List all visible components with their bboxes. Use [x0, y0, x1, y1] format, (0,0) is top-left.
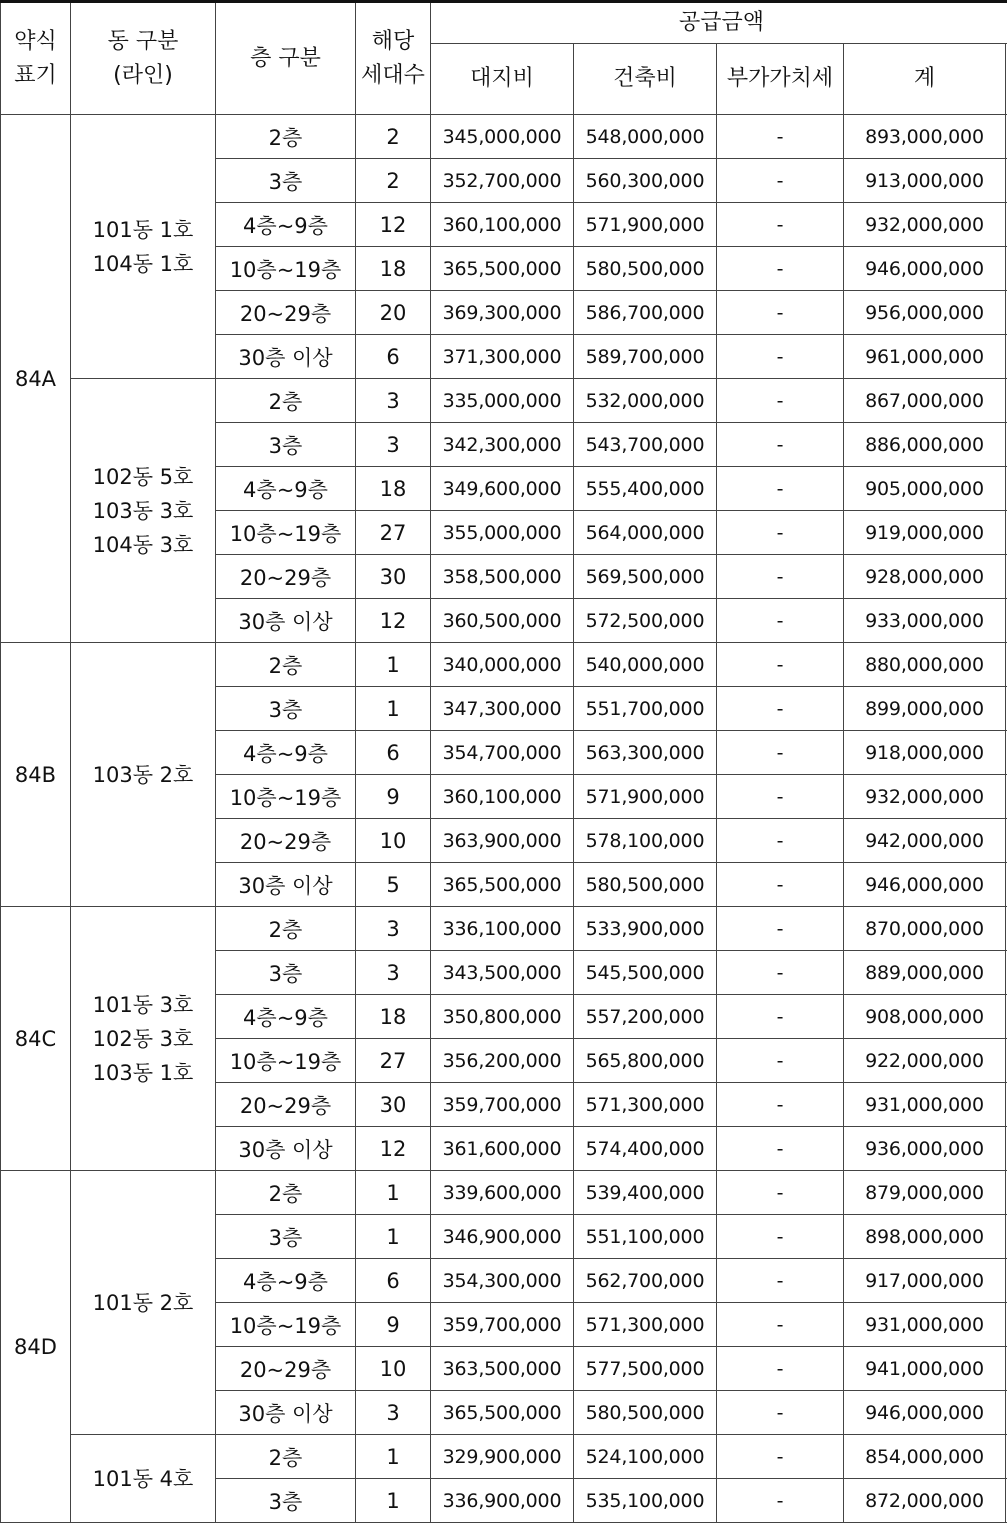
vat-cell: -	[717, 1391, 844, 1435]
land-cell: 352,700,000	[431, 159, 574, 203]
count-cell: 12	[356, 203, 431, 247]
building-cell: 548,000,000	[574, 115, 717, 159]
dong-line-label: 101동 4호	[71, 1462, 215, 1496]
vat-cell: -	[717, 467, 844, 511]
floor-cell: 10층~19층	[216, 1303, 356, 1347]
total-cell: 870,000,000	[844, 907, 1006, 951]
land-cell: 347,300,000	[431, 687, 574, 731]
count-cell: 18	[356, 467, 431, 511]
dong-line-label: 102동 5호	[71, 460, 215, 494]
header-dong-line2: (라인)	[71, 59, 215, 93]
count-cell: 3	[356, 379, 431, 423]
building-cell: 578,100,000	[574, 819, 717, 863]
total-cell: 872,000,000	[844, 1479, 1006, 1523]
vat-cell: -	[717, 291, 844, 335]
floor-cell: 30층 이상	[216, 1391, 356, 1435]
building-cell: 571,900,000	[574, 203, 717, 247]
vat-cell: -	[717, 203, 844, 247]
dong-line-cell	[71, 1171, 216, 1435]
count-cell: 6	[356, 335, 431, 379]
total-cell: 931,000,000	[844, 1083, 1006, 1127]
building-cell: 577,500,000	[574, 1347, 717, 1391]
header-dong	[71, 2, 216, 115]
vat-cell: -	[717, 1171, 844, 1215]
floor-cell: 4층~9층	[216, 995, 356, 1039]
land-cell: 354,300,000	[431, 1259, 574, 1303]
building-cell: 560,300,000	[574, 159, 717, 203]
count-cell: 9	[356, 775, 431, 819]
vat-cell: -	[717, 1127, 844, 1171]
header-count-line2: 세대수	[356, 59, 430, 93]
building-cell: 580,500,000	[574, 863, 717, 907]
dong-line-cell	[71, 379, 216, 643]
floor-cell: 2층	[216, 643, 356, 687]
count-cell: 10	[356, 1347, 431, 1391]
land-cell: 363,500,000	[431, 1347, 574, 1391]
vat-cell: -	[717, 423, 844, 467]
land-cell: 365,500,000	[431, 247, 574, 291]
total-cell: 880,000,000	[844, 643, 1006, 687]
header-code	[1, 2, 71, 115]
land-cell: 361,600,000	[431, 1127, 574, 1171]
land-cell: 359,700,000	[431, 1303, 574, 1347]
total-cell: 917,000,000	[844, 1259, 1006, 1303]
floor-cell: 30층 이상	[216, 1127, 356, 1171]
vat-cell: -	[717, 1083, 844, 1127]
land-cell: 363,900,000	[431, 819, 574, 863]
building-cell: 564,000,000	[574, 511, 717, 555]
total-cell: 928,000,000	[844, 555, 1006, 599]
vat-cell: -	[717, 115, 844, 159]
building-cell: 543,700,000	[574, 423, 717, 467]
land-cell: 360,500,000	[431, 599, 574, 643]
floor-cell: 20~29층	[216, 819, 356, 863]
total-cell: 886,000,000	[844, 423, 1006, 467]
count-cell: 30	[356, 555, 431, 599]
building-cell: 571,300,000	[574, 1303, 717, 1347]
floor-cell: 4층~9층	[216, 203, 356, 247]
building-cell: 571,900,000	[574, 775, 717, 819]
floor-cell: 2층	[216, 1171, 356, 1215]
total-cell: 889,000,000	[844, 951, 1006, 995]
building-cell: 539,400,000	[574, 1171, 717, 1215]
header-floor: 층 구분	[216, 2, 356, 115]
dong-line-label: 101동 3호	[71, 988, 215, 1022]
table-row	[1, 1435, 1007, 1479]
building-cell: 565,800,000	[574, 1039, 717, 1083]
building-cell: 555,400,000	[574, 467, 717, 511]
vat-cell: -	[717, 379, 844, 423]
header-count	[356, 2, 431, 115]
land-cell: 371,300,000	[431, 335, 574, 379]
count-cell: 18	[356, 247, 431, 291]
type-code-cell: 84D	[1, 1171, 71, 1523]
dong-line-cell	[71, 1435, 216, 1523]
land-cell: 346,900,000	[431, 1215, 574, 1259]
floor-cell: 20~29층	[216, 1347, 356, 1391]
vat-cell: -	[717, 1347, 844, 1391]
vat-cell: -	[717, 247, 844, 291]
total-cell: 931,000,000	[844, 1303, 1006, 1347]
land-cell: 345,000,000	[431, 115, 574, 159]
count-cell: 12	[356, 599, 431, 643]
header-total: 계	[844, 44, 1006, 115]
vat-cell: -	[717, 775, 844, 819]
building-cell: 540,000,000	[574, 643, 717, 687]
header-building: 건축비	[574, 44, 717, 115]
total-cell: 946,000,000	[844, 1391, 1006, 1435]
total-cell: 932,000,000	[844, 775, 1006, 819]
building-cell: 551,700,000	[574, 687, 717, 731]
type-code-cell: 84B	[1, 643, 71, 907]
dong-line-label: 103동 2호	[71, 758, 215, 792]
floor-cell: 2층	[216, 115, 356, 159]
total-cell: 854,000,000	[844, 1435, 1006, 1479]
vat-cell: -	[717, 1259, 844, 1303]
building-cell: 562,700,000	[574, 1259, 717, 1303]
total-cell: 898,000,000	[844, 1215, 1006, 1259]
land-cell: 340,000,000	[431, 643, 574, 687]
floor-cell: 3층	[216, 1215, 356, 1259]
land-cell: 359,700,000	[431, 1083, 574, 1127]
total-cell: 956,000,000	[844, 291, 1006, 335]
count-cell: 2	[356, 115, 431, 159]
floor-cell: 30층 이상	[216, 599, 356, 643]
header-vat: 부가가치세	[717, 44, 844, 115]
vat-cell: -	[717, 951, 844, 995]
count-cell: 18	[356, 995, 431, 1039]
header-dong-line1: 동 구분	[71, 25, 215, 59]
total-cell: 933,000,000	[844, 599, 1006, 643]
vat-cell: -	[717, 159, 844, 203]
total-cell: 867,000,000	[844, 379, 1006, 423]
land-cell: 336,900,000	[431, 1479, 574, 1523]
floor-cell: 3층	[216, 951, 356, 995]
vat-cell: -	[717, 1479, 844, 1523]
building-cell: 572,500,000	[574, 599, 717, 643]
count-cell: 10	[356, 819, 431, 863]
count-cell: 30	[356, 1083, 431, 1127]
vat-cell: -	[717, 1435, 844, 1479]
dong-line-label: 104동 3호	[71, 528, 215, 562]
floor-cell: 2층	[216, 379, 356, 423]
floor-cell: 10층~19층	[216, 247, 356, 291]
table-row	[1, 907, 1007, 951]
vat-cell: -	[717, 1039, 844, 1083]
count-cell: 5	[356, 863, 431, 907]
count-cell: 12	[356, 1127, 431, 1171]
floor-cell: 20~29층	[216, 291, 356, 335]
count-cell: 1	[356, 643, 431, 687]
floor-cell: 30층 이상	[216, 863, 356, 907]
floor-cell: 4층~9층	[216, 1259, 356, 1303]
count-cell: 6	[356, 1259, 431, 1303]
vat-cell: -	[717, 1303, 844, 1347]
vat-cell: -	[717, 819, 844, 863]
count-cell: 9	[356, 1303, 431, 1347]
floor-cell: 4층~9층	[216, 731, 356, 775]
dong-line-label: 103동 1호	[71, 1056, 215, 1090]
building-cell: 557,200,000	[574, 995, 717, 1039]
count-cell: 3	[356, 423, 431, 467]
table-body	[1, 115, 1007, 1523]
land-cell: 358,500,000	[431, 555, 574, 599]
dong-line-label: 103동 3호	[71, 494, 215, 528]
land-cell: 360,100,000	[431, 203, 574, 247]
total-cell: 918,000,000	[844, 731, 1006, 775]
total-cell: 941,000,000	[844, 1347, 1006, 1391]
building-cell: 563,300,000	[574, 731, 717, 775]
count-cell: 3	[356, 951, 431, 995]
count-cell: 1	[356, 1479, 431, 1523]
floor-cell: 2층	[216, 1435, 356, 1479]
table-row	[1, 1171, 1007, 1215]
header-code-line2: 표기	[1, 59, 70, 93]
building-cell: 574,400,000	[574, 1127, 717, 1171]
building-cell: 545,500,000	[574, 951, 717, 995]
building-cell: 589,700,000	[574, 335, 717, 379]
count-cell: 6	[356, 731, 431, 775]
land-cell: 342,300,000	[431, 423, 574, 467]
total-cell: 942,000,000	[844, 819, 1006, 863]
total-cell: 961,000,000	[844, 335, 1006, 379]
land-cell: 360,100,000	[431, 775, 574, 819]
count-cell: 1	[356, 1171, 431, 1215]
count-cell: 27	[356, 511, 431, 555]
floor-cell: 3층	[216, 1479, 356, 1523]
count-cell: 2	[356, 159, 431, 203]
table-row	[1, 379, 1007, 423]
building-cell: 586,700,000	[574, 291, 717, 335]
count-cell: 1	[356, 687, 431, 731]
table-row	[1, 115, 1007, 159]
vat-cell: -	[717, 863, 844, 907]
land-cell: 365,500,000	[431, 1391, 574, 1435]
floor-cell: 4층~9층	[216, 467, 356, 511]
total-cell: 893,000,000	[844, 115, 1006, 159]
total-cell: 905,000,000	[844, 467, 1006, 511]
land-cell: 350,800,000	[431, 995, 574, 1039]
total-cell: 946,000,000	[844, 247, 1006, 291]
floor-cell: 3층	[216, 687, 356, 731]
total-cell: 919,000,000	[844, 511, 1006, 555]
land-cell: 339,600,000	[431, 1171, 574, 1215]
building-cell: 571,300,000	[574, 1083, 717, 1127]
total-cell: 946,000,000	[844, 863, 1006, 907]
dong-line-label: 101동 1호	[71, 213, 215, 247]
count-cell: 3	[356, 1391, 431, 1435]
total-cell: 936,000,000	[844, 1127, 1006, 1171]
land-cell: 343,500,000	[431, 951, 574, 995]
vat-cell: -	[717, 555, 844, 599]
building-cell: 580,500,000	[574, 247, 717, 291]
count-cell: 3	[356, 907, 431, 951]
floor-cell: 30층 이상	[216, 335, 356, 379]
total-cell: 932,000,000	[844, 203, 1006, 247]
land-cell: 355,000,000	[431, 511, 574, 555]
type-code-cell: 84C	[1, 907, 71, 1171]
header-supply: 공급금액	[431, 2, 1007, 44]
type-code-cell: 84A	[1, 115, 71, 643]
building-cell: 569,500,000	[574, 555, 717, 599]
total-cell: 908,000,000	[844, 995, 1006, 1039]
building-cell: 551,100,000	[574, 1215, 717, 1259]
table-row	[1, 643, 1007, 687]
count-cell: 1	[356, 1435, 431, 1479]
floor-cell: 3층	[216, 423, 356, 467]
vat-cell: -	[717, 335, 844, 379]
floor-cell: 10층~19층	[216, 1039, 356, 1083]
building-cell: 535,100,000	[574, 1479, 717, 1523]
land-cell: 349,600,000	[431, 467, 574, 511]
dong-line-label: 101동 2호	[71, 1286, 215, 1320]
floor-cell: 10층~19층	[216, 511, 356, 555]
dong-line-cell	[71, 115, 216, 379]
vat-cell: -	[717, 643, 844, 687]
vat-cell: -	[717, 599, 844, 643]
count-cell: 20	[356, 291, 431, 335]
count-cell: 27	[356, 1039, 431, 1083]
land-cell: 335,000,000	[431, 379, 574, 423]
dong-line-label: 102동 3호	[71, 1022, 215, 1056]
count-cell: 1	[356, 1215, 431, 1259]
vat-cell: -	[717, 731, 844, 775]
total-cell: 879,000,000	[844, 1171, 1006, 1215]
header-count-line1: 해당	[356, 25, 430, 59]
total-cell: 899,000,000	[844, 687, 1006, 731]
land-cell: 329,900,000	[431, 1435, 574, 1479]
building-cell: 580,500,000	[574, 1391, 717, 1435]
dong-line-cell	[71, 907, 216, 1171]
vat-cell: -	[717, 511, 844, 555]
floor-cell: 2층	[216, 907, 356, 951]
land-cell: 336,100,000	[431, 907, 574, 951]
land-cell: 356,200,000	[431, 1039, 574, 1083]
land-cell: 369,300,000	[431, 291, 574, 335]
total-cell: 913,000,000	[844, 159, 1006, 203]
dong-line-label: 104동 1호	[71, 247, 215, 281]
vat-cell: -	[717, 1215, 844, 1259]
building-cell: 524,100,000	[574, 1435, 717, 1479]
floor-cell: 10층~19층	[216, 775, 356, 819]
header-land: 대지비	[431, 44, 574, 115]
floor-cell: 3층	[216, 159, 356, 203]
header-code-line1: 약식	[1, 25, 70, 59]
land-cell: 365,500,000	[431, 863, 574, 907]
vat-cell: -	[717, 995, 844, 1039]
land-cell: 354,700,000	[431, 731, 574, 775]
vat-cell: -	[717, 687, 844, 731]
total-cell: 922,000,000	[844, 1039, 1006, 1083]
building-cell: 532,000,000	[574, 379, 717, 423]
building-cell: 533,900,000	[574, 907, 717, 951]
dong-line-cell	[71, 643, 216, 907]
floor-cell: 20~29층	[216, 1083, 356, 1127]
vat-cell: -	[717, 907, 844, 951]
floor-cell: 20~29층	[216, 555, 356, 599]
